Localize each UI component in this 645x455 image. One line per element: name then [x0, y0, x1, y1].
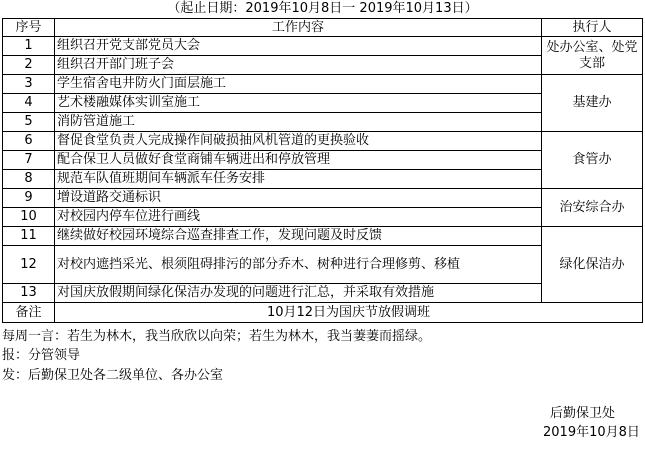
table-row	[3, 75, 643, 94]
row-no: 3	[3, 75, 55, 94]
signature-org: 后勤保卫处	[550, 406, 616, 421]
table-row	[3, 189, 643, 208]
remark-text: 10月12日为国庆节放假调班	[55, 303, 643, 323]
row-no: 1	[3, 37, 55, 56]
row-content: 对校内遮挡采光、根须阻碍排污的部分乔木、树种进行合理修剪、移植	[55, 246, 542, 284]
work-plan-table	[2, 18, 643, 323]
row-no: 13	[3, 284, 55, 303]
table-row	[3, 37, 643, 56]
row-no: 7	[3, 151, 55, 170]
row-content: 继续做好校园环境综合巡查排查工作，发现问题及时反馈	[55, 227, 542, 246]
owner-greening: 绿化保洁办	[542, 227, 643, 303]
header-owner: 执行人	[542, 19, 643, 37]
row-no: 11	[3, 227, 55, 246]
signature-date: 2019年10月8日	[543, 425, 640, 440]
row-no: 9	[3, 189, 55, 208]
row-no: 2	[3, 56, 55, 75]
owner-construction: 基建办	[542, 75, 643, 132]
row-content: 增设道路交通标识	[55, 189, 542, 208]
row-content: 配合保卫人员做好食堂商铺车辆进出和停放管理	[55, 151, 542, 170]
remark-row	[3, 303, 643, 323]
weekly-motto: 每周一言：若生为林木，我当欣欣以向荣；若生为林木，我当萋萋而摇绿。	[2, 329, 432, 344]
header-row	[3, 19, 643, 37]
owner-office-party: 处办公室、处党支部	[542, 37, 643, 75]
row-no: 6	[3, 132, 55, 151]
row-content: 消防管道施工	[55, 113, 542, 132]
row-no: 8	[3, 170, 55, 189]
row-content: 规范车队值班期间车辆派车任务安排	[55, 170, 542, 189]
owner-security: 治安综合办	[542, 189, 643, 227]
table-row	[3, 132, 643, 151]
row-no: 5	[3, 113, 55, 132]
row-content: 组织召开党支部党员大会	[55, 37, 542, 56]
table-row	[3, 227, 643, 246]
row-no: 4	[3, 94, 55, 113]
report-to: 报：分管领导	[2, 348, 81, 363]
send-to: 发：后勤保卫处各二级单位、各办公室	[2, 368, 224, 383]
row-content: 艺术楼融媒体实训室施工	[55, 94, 542, 113]
row-content: 学生宿舍电井防火门面层施工	[55, 75, 542, 94]
owner-canteen: 食管办	[542, 132, 643, 189]
row-content: 对国庆放假期间绿化保洁办发现的问题进行汇总，并采取有效措施	[55, 284, 542, 303]
row-content: 组织召开部门班子会	[55, 56, 542, 75]
row-content: 督促食堂负责人完成操作间破损抽风机管道的更换验收	[55, 132, 542, 151]
header-content: 工作内容	[55, 19, 542, 37]
row-no: 12	[3, 246, 55, 284]
header-no: 序号	[3, 19, 55, 37]
row-content: 对校园内停车位进行画线	[55, 208, 542, 227]
row-no: 10	[3, 208, 55, 227]
remark-label: 备注	[3, 303, 55, 323]
date-range: （起止日期：2019年10月8日一 2019年10月13日）	[167, 1, 478, 16]
